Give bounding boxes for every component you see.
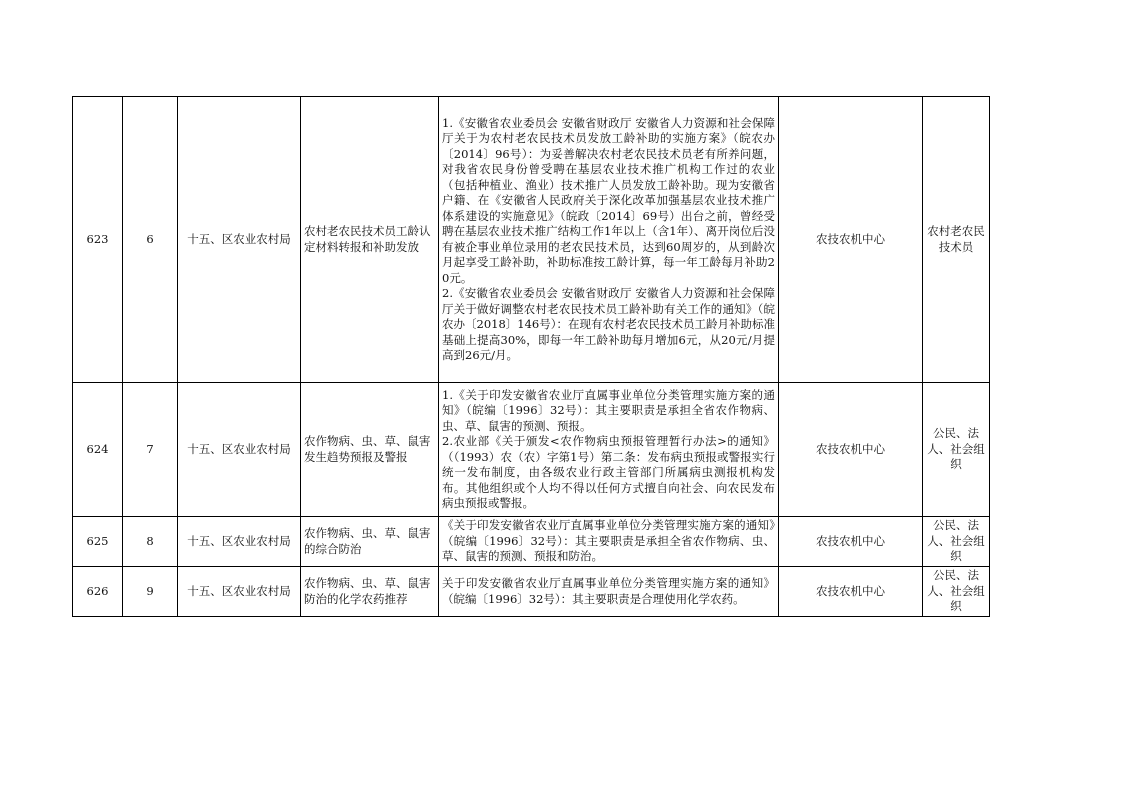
- basis-paragraph: 2.《安徽省农业委员会 安徽省财政厅 安徽省人力资源和社会保障厅关于做好调整农村老农民技术员工龄补助有关工作的通知》（皖农办〔2018〕146号）：在现有农村老农民技术员工龄月补助标准基础上提高30%，即每一年工龄补助每月增加6元，从20元/月提高到26元/月。: [442, 286, 775, 362]
- row-target: 公民、法人、社会组织: [923, 567, 990, 617]
- row-item-name: 农作物病、虫、草、鼠害的综合防治: [301, 517, 439, 567]
- table-row: [73, 383, 990, 517]
- row-seq: 624: [73, 383, 123, 517]
- row-item-name: 农作物病、虫、草、鼠害防治的化学农药推荐: [301, 567, 439, 617]
- row-target: 公民、法人、社会组织: [923, 383, 990, 517]
- table-row: [73, 97, 990, 383]
- row-department: 十五、区农业农村局: [178, 383, 301, 517]
- table-row: [73, 517, 990, 567]
- row-department: 十五、区农业农村局: [178, 97, 301, 383]
- data-table: [72, 96, 990, 617]
- row-seq: 623: [73, 97, 123, 383]
- row-item-name: 农作物病、虫、草、鼠害发生趋势预报及警报: [301, 383, 439, 517]
- table-row: [73, 567, 990, 617]
- row-sub-seq: 7: [123, 383, 178, 517]
- row-unit: 农技农机中心: [779, 383, 923, 517]
- row-legal-basis: [439, 97, 779, 383]
- row-unit: 农技农机中心: [779, 517, 923, 567]
- row-unit: 农技农机中心: [779, 97, 923, 383]
- row-item-name: 农村老农民技术员工龄认定材料转报和补助发放: [301, 97, 439, 383]
- basis-paragraph: 1.《关于印发安徽省农业厅直属事业单位分类管理实施方案的通知》（皖编〔1996〕32号）：其主要职责是承担全省农作物病、虫、草、鼠害的预测、预报。: [442, 387, 775, 433]
- basis-paragraph: 1.《安徽省农业委员会 安徽省财政厅 安徽省人力资源和社会保障厅关于为农村老农民技术员发放工龄补助的实施方案》（皖农办〔2014〕96号）：为妥善解决农村老农民技术员老有所养问题，对我省农民身份曾受聘在基层农业技术推广机构工作过的农业（包括种植业、渔业）技术推广人员发放工龄补助。现为安徽省户籍、在《安徽省人民政府关于深化改革加强基层农业技术推广体系建设的实施意见》（皖政〔2014〕69号）出台之前，曾经受聘在基层农业技术推广结构工作1年以上（含1年）、离开岗位后没有被企事业单位录用的老农民技术员，达到60周岁的，从到龄次月起享受工龄补助，补助标准按工龄计算，每一年工龄每月补助20元。: [442, 115, 775, 285]
- row-sub-seq: 9: [123, 567, 178, 617]
- basis-paragraph: 《关于印发安徽省农业厅直属事业单位分类管理实施方案的通知》（皖编〔1996〕32号）：其主要职责是承担全省农作物病、虫、草、鼠害的预测、预报和防治。: [442, 518, 775, 564]
- basis-paragraph: 关于印发安徽省农业厅直属事业单位分类管理实施方案的通知》（皖编〔1996〕32号）：其主要职责是合理使用化学农药。: [442, 576, 775, 606]
- row-sub-seq: 6: [123, 97, 178, 383]
- row-legal-basis: [439, 383, 779, 517]
- row-sub-seq: 8: [123, 517, 178, 567]
- row-department: 十五、区农业农村局: [178, 567, 301, 617]
- row-seq: 625: [73, 517, 123, 567]
- row-legal-basis: [439, 567, 779, 617]
- row-unit: 农技农机中心: [779, 567, 923, 617]
- row-target: 公民、法人、社会组织: [923, 517, 990, 567]
- row-department: 十五、区农业农村局: [178, 517, 301, 567]
- row-seq: 626: [73, 567, 123, 617]
- row-legal-basis: [439, 517, 779, 567]
- basis-paragraph: 2.农业部《关于颁发<农作物病虫预报管理暂行办法>的通知》（（1993）农（农）字第1号）第二条：发布病虫预报或警报实行统一发布制度，由各级农业行政主管部门所属病虫测报机构发布。其他组织或个人均不得以任何方式擅自向社会、向农民发布病虫预报或警报。: [442, 434, 775, 510]
- row-target: 农村老农民技术员: [923, 97, 990, 383]
